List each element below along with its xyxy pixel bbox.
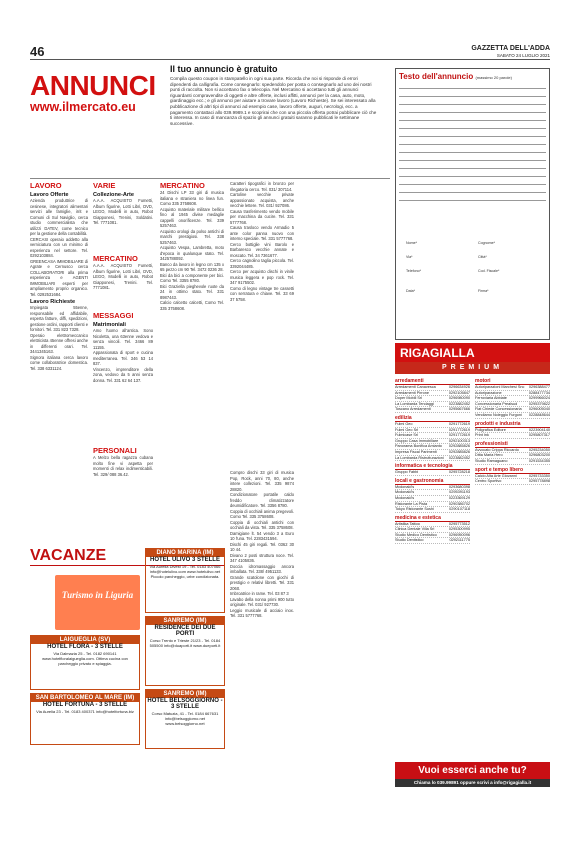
entry-name: Mcdonald's	[395, 495, 415, 500]
entry-name: Gruppo Casa Immobiliare	[395, 438, 439, 443]
entry-phone: 0228848644	[528, 412, 550, 417]
ad-hotel-name: HOTEL FLORA - 3 STELLE	[47, 644, 123, 650]
entry-name: Concessionaria Prealsud	[475, 401, 518, 406]
field-cognome[interactable]: Cognome*	[478, 241, 495, 245]
lavoro-offerte-heading: Lavoro Offerte	[30, 192, 69, 198]
field-firma[interactable]: Firma*	[478, 289, 489, 293]
entry-phone: 0292111775	[449, 538, 470, 543]
directory-category: locali e gastronomia	[395, 478, 470, 485]
column-mercatino-cont-2	[230, 470, 294, 830]
entry-phone: 0292105847	[448, 390, 470, 395]
column-mercatino-2	[93, 263, 153, 308]
directory-category: motori	[475, 378, 550, 385]
masthead	[471, 45, 550, 59]
entry-name: Fulmi Geo	[395, 421, 413, 426]
entry-phone: 0295379822	[528, 401, 550, 406]
entry-name: Artistika Tattoo	[395, 521, 420, 526]
entry-name: Avvocato Crippa Riccardo	[475, 447, 519, 452]
ad-body: Corso Trento e Trieste 21/23 - Tel. 0184 505500 info@duaporti.it www.dueporti.it	[149, 638, 221, 648]
list-item: Bici da bici a componente per bici. Como Tel. 3355 8780.	[160, 272, 224, 283]
list-item: A.A.A. ACQUISTO Fumetti, Album figurine, Lotti Libri, DVD, LEGO, Modelli in auto, Robot Giapponesi, Trenini. Tel. 7771081.	[93, 263, 153, 290]
turismo-poster	[55, 575, 140, 630]
ad-location: SAN BARTOLOMEO AL MARE (IM)	[31, 694, 139, 702]
column-lavoro	[30, 190, 88, 535]
coupon-hint: (massimo 20 parole)	[475, 75, 512, 80]
entry-phone: 0290386702	[448, 501, 470, 506]
entry-name: Centro Sportivo	[475, 479, 502, 484]
directory-right	[475, 376, 550, 760]
list-item: Damigiane lt. 54 vendo 3 a Euro 10 l'una. Tel. 2283431594.	[230, 530, 294, 541]
field-codice-fiscale[interactable]: Cod. Fiscale*	[478, 269, 500, 273]
entry-phone: 0296388477	[528, 385, 550, 389]
list-item: Operaio elettromeccanico elettricista 45enne offresi anche in differenti orari. Tel. 3441345163.	[30, 332, 88, 354]
list-item: A.A.A. ACQUISTO Fumetti, Album figurine, Lotti Libri, DVD, LEGO, Modelli in auto, Robot Giapponesi, Trenini, Soldatini. Tel. 7771081.	[93, 198, 153, 225]
list-item: Grande scatolone con giochi di prestigio e relativi libretti. Tel. 331 2060.	[230, 574, 294, 591]
list-item: Imbroatrice in rame. Tel. 03 87 3	[230, 591, 289, 596]
column-mercatino	[160, 190, 224, 535]
directory-category: professionisti	[475, 441, 550, 448]
field-nome[interactable]: Nome*	[406, 241, 417, 245]
masthead-date: SABATO 24 LUGLIO 2021	[496, 53, 550, 58]
directory-entry[interactable]	[395, 456, 470, 462]
entry-name: Print Ink	[475, 433, 489, 438]
entry-phone: 0223882452	[448, 401, 470, 406]
entry-name: Arredamenti Canavesca	[395, 385, 436, 389]
entry-name: Gruppo Fabbi	[395, 470, 419, 475]
vacanze-title: VACANZE	[30, 547, 107, 564]
entry-phone: 0295733350	[528, 473, 550, 478]
entry-phone: 0295391193	[449, 490, 470, 495]
list-item: Signora italiana cerca lavoro come collaboratrice domestica. Tel. 338 6331124.	[30, 354, 88, 371]
list-item: Lavabo della nonna primi 900 tutto originale. Tel. 031/ 927730.	[230, 596, 294, 607]
directory-category: informatica e tecnologia	[395, 463, 470, 470]
free-ad-box	[170, 64, 378, 126]
ad-hotel-name: HOTEL ULIVO 3 STELLE	[150, 557, 220, 563]
entry-name: Vendiamo Noleggio Furgoni	[475, 412, 522, 417]
entry-phone: 0295807317	[528, 433, 550, 438]
entry-phone: 0295778898	[528, 479, 550, 484]
entry-name: Toscano Arredamenti	[395, 407, 431, 412]
free-ad-body: Compila questo coupon in stampatello in ogni sua parte. Ricorda che noi si risponde di errori dipendenti da calligrafia. Come consegnarlo: spedendolo per posta o consegnarlo ad uno dei nostri punti di raccolta. Non si accettano fax o telecopia. Nel Mercatino si accettano tutti gli annunci riguardanti compravendite di oggetti e altre offerte, inclusi affitti, annunci per la casa, auto, moto, giardinaggio ecc.; e gli annunci per aiutare a trovare lavoro (Lavoro Richieste). Se sei interessato alla pubblicazione di altri tipi di annunci ad esempio case, lavoro offerte, auguri, necrologi, ecc. a pagamento contattaci allo 039.9989.1 e scoprirai che con una piccola offerta potrai pubblicare ciò che ti interessa. In caso di mancanza di spazio gli annunci gratuiti saranno pubblicati le settimane successive.	[170, 76, 377, 126]
ad-body: Via Dalmazia 25 - Tel. 0182 690141 www.hotelfloralaigueglia.com. Ottima cucina con parcheggio privato e spiaggia.	[42, 651, 128, 666]
list-item: Vincenzo, imprenditore della zona, vedovo da 5 anni senza donna. Tel. 331 62 64 137.	[93, 366, 153, 383]
entry-phone: 0223904140	[528, 427, 550, 432]
entry-name: Ferroviaria Abbiate	[475, 396, 507, 401]
directory-entry[interactable]	[475, 413, 550, 419]
list-item: Acquisto materiale militare bellico fino al 1945 divise medaglie cappelli onorificenze. Tel. 339 5257463.	[160, 206, 224, 228]
list-item: Calcio calcetto calcetti, Como Tel. 335 3758608.	[160, 300, 224, 311]
list-item: GREENCASA IMMOBILIARE di Agrate e Cernusco cerca COLLABORATORI alla prima esperienza e AGENTI IMMOBILIARI esperti per ampliamento proprio organico. Tel. 0292531684.	[30, 258, 88, 297]
page-header	[30, 44, 550, 60]
entry-name: Fulmicase Srl	[395, 433, 418, 438]
list-item: Causa trasloco vendo Armadio 5 ante color panna nuovo con interno speciale. Tel. 331 5777768.	[230, 225, 294, 241]
entry-name: Studio Medico Dentistico	[395, 532, 437, 537]
field-via[interactable]: Via*	[406, 255, 413, 259]
ad-hotel-name: RESIDENCE DEI DUE PORTI	[154, 625, 216, 637]
entry-name: Fulmi Geo Srl	[395, 427, 419, 432]
column-varie	[93, 190, 153, 250]
list-item: Cerco bottiglie vini Barolo e Barbaresco vecchie annate e moscato. Tel. 34 7361677.	[230, 241, 294, 258]
entry-phone: 0291534355	[528, 458, 550, 463]
list-item: Dischi 45 giri regali. Tel. 0362 30 10 44.	[230, 541, 294, 552]
entry-phone: 0223882452	[448, 455, 470, 460]
list-item: Cartoline vecchie private appassionato acquista, anche vecchie lettere. Tel. 031/ 927086.	[230, 192, 294, 208]
list-item: CERCASI operaio addetto alla verniciatura con un minimo di esperienza nel settore. Tel. 0292103884.	[30, 236, 88, 258]
list-item: Leggio musicale di acciaio inox. Tel. 331 5777768.	[230, 607, 294, 618]
directory-entry[interactable]	[395, 407, 470, 413]
entry-name: Tokyo Ristorante Sushi	[395, 507, 434, 512]
entry-name: Calcio Alta Arte Giovanni	[475, 473, 517, 478]
list-item: Causa trasferimento vendo mobile per macchina da cucire. Tel. 331 5777768.	[230, 208, 294, 225]
entry-name: Ristorante La Pista	[395, 501, 428, 506]
rigagialla-logo: RIGAGIALLA	[395, 343, 550, 363]
entry-phone: 0296950096	[448, 532, 470, 537]
entry-phone: 0295773512	[448, 521, 470, 526]
directory-entry[interactable]	[475, 433, 550, 439]
ad-body: Corso Matuzia, 41 - Tel. 0184 667631 info@belsoggiorno.net www.belsoggiorno.net	[151, 711, 219, 726]
list-item: Condizionatore portatile caldo freddo climatizzatore deumidificatore. Tel. 3356 8780.	[230, 492, 294, 508]
entry-phone: 0291772619	[448, 421, 470, 426]
divider	[30, 178, 390, 179]
section-mercatino-2: MERCATINO	[93, 254, 138, 263]
list-item: 24 Dischi LP 33 giri di musica italiana e straniera no linea fun. Como 335 3758608.	[160, 190, 224, 206]
entry-name: La Lombarda Ristrutturazioni	[395, 455, 444, 460]
list-item: Azienda produttrice di cesinese, integratori alimentari servizi alle famiglie, irrit e Comuni di Sul Naviglio, cerca studio commercialista che utilizzi DATEV, come tecnico per la gestione della contabilità.	[30, 198, 88, 236]
entry-phone: 0296803200	[528, 453, 550, 458]
ad-location: SANREMO (IM)	[146, 617, 224, 625]
list-item: Doccia idromassaggio ancora imballata. Tel. 338/ 4951133.	[230, 563, 294, 574]
entry-phone: 0292885826	[448, 444, 470, 449]
directory-entry[interactable]	[395, 538, 470, 544]
section-mercatino: MERCATINO	[160, 181, 205, 190]
entry-phone: 0290107118	[449, 507, 470, 512]
entry-phone: 0295728218	[448, 470, 470, 475]
list-item: Bici Graziella pieghevole ruote da 24 in ottimo stato. Tel. 331 8987443.	[160, 283, 224, 300]
ad-body: Via Aurelia 23 - Tel. 0183 400371 info@hotelfortuna.biz	[36, 709, 134, 714]
directory-entry[interactable]	[395, 507, 470, 513]
entry-name: Poligrafica Editore	[475, 427, 506, 432]
list-item: Coppia di occhiali antichi con occhiali da vista. Tel. 335 3758608.	[230, 519, 294, 530]
free-ad-title: Il tuo annuncio è gratuito	[170, 64, 278, 74]
entry-name: Autoriparazione	[475, 390, 502, 395]
entry-phone: 0296980090	[448, 396, 470, 401]
field-telefono[interactable]: Telefono*	[406, 269, 421, 273]
entry-name: Clinica Dentale Villa Srl	[395, 527, 435, 532]
entry-name: Autoriparazioni Marchesi Snc	[475, 385, 525, 389]
matrimoniali-heading: Matrimoniali	[93, 322, 126, 328]
ad-laigueglia[interactable]	[30, 635, 140, 690]
coupon-title	[399, 72, 546, 81]
directory-category: arredamenti	[395, 378, 470, 385]
directory-category: prodotti e industria	[475, 421, 550, 428]
entry-phone: 0291772619	[448, 427, 470, 432]
list-item: Acquisto orologi da polso antichi di marchi prestigiosi. Tel. 338 5257463.	[160, 228, 224, 245]
entry-name: Studio Ramaguano	[475, 458, 508, 463]
list-item: Cerco per acquisto dischi in vinile musica leggera e pop rock. Tel. 347 9175502.	[230, 269, 294, 285]
entry-name: La Lombarda Tendaggi	[395, 401, 434, 406]
ad-hotel-name: HOTEL FORTUNA - 3 STELLE	[42, 702, 128, 708]
entry-name: Fiat Chiede Concessionaria	[475, 407, 522, 412]
column-messaggi	[93, 320, 153, 445]
entry-name: Ditta Maria Hero	[475, 453, 503, 458]
vuoi-esserci-banner: Vuoi esserci anche tu?	[395, 762, 550, 779]
poster-text: Turismo in Liguria	[61, 590, 134, 600]
ad-sanremo-residence[interactable]	[145, 616, 225, 686]
entry-name: Panorama Bonifica Amianto	[395, 444, 442, 449]
section-messaggi: MESSAGGI	[93, 311, 134, 320]
entry-phone: 0291772619	[448, 433, 470, 438]
list-item: Appassionata di sport e cucina mediterranea. Tel. 346 53 14 837.	[93, 350, 153, 366]
entry-phone: 0296005040	[528, 407, 550, 412]
list-item: Compro dischi 33 giri di musica Pop, Rock, anni 70, 80, anche intere collezioni. Tel. 335 9874 28820.	[230, 470, 294, 492]
entry-phone: 0223369129	[448, 495, 470, 500]
field-data[interactable]: Data*	[406, 289, 415, 293]
ad-location: SANREMO (IM)	[146, 690, 224, 698]
entry-phone: 0296634926	[448, 385, 470, 389]
entry-phone: 0295300995	[448, 527, 470, 532]
ad-sanremo-belsoggiorno[interactable]	[145, 689, 225, 749]
list-item: Acquisto Vespa, Lambretta, moto d'epoca in qualunque stato. Tel. 3425788092.	[160, 245, 224, 261]
ad-location: DIANO MARINA (IM)	[146, 549, 224, 557]
directory-entry[interactable]	[395, 470, 470, 476]
entry-phone: 0292100313	[448, 438, 470, 443]
list-item: Coppia di occhiali anima pregevoli. Como Tel. 335 3758608.	[230, 508, 294, 519]
masthead-title: GAZZETTA DELL'ADDA	[471, 45, 550, 52]
entry-phone: 0288477734	[528, 390, 550, 395]
list-item: Banco da lavoro in legno cm 135 x 65 pezzo cm 90 Tel. 3472 0236 28.	[160, 261, 224, 272]
page-number: 46	[30, 44, 45, 59]
directory-category: sport e tempo libero	[475, 467, 550, 474]
coupon-title-text: Testo dell'annuncio	[399, 72, 474, 81]
list-item: Como di legno vintage tre cassetti con serratura e chiave. Tel. 33 69 37 5758.	[230, 285, 294, 302]
ad-diano-marina[interactable]	[145, 548, 225, 613]
section-personali: PERSONALI	[93, 446, 137, 455]
list-item: Cerco cagnolino taglia piccola. Tel. 3392044485.	[230, 258, 294, 269]
list-item: A Melzo bella ragazza cubana molto fine vi aspetta per momenti di relax indimenticabili. Tel. 329/ 088 36.42.	[93, 455, 153, 477]
entry-phone: 0295667666	[448, 407, 470, 412]
section-varie: VARIE	[93, 181, 116, 190]
directory-category: medicina e estetica	[395, 515, 470, 522]
entry-name: Impresa Fiscal Parimenti	[395, 449, 437, 454]
entry-name: Mcdonald's	[395, 490, 415, 495]
column-personali	[93, 455, 153, 490]
site-link[interactable]: www.ilmercato.eu	[30, 100, 136, 114]
ad-location: LAIGUEGLIA (SV)	[31, 636, 139, 644]
entry-phone: 0292885826	[448, 449, 470, 454]
list-item: Impiegata 55enne, responsabile ed affidabile, esperta fatture, diffi, spedizioni, gestione ordini, rapporti clienti e fornitori. Tel. 331 823 7328.	[30, 305, 88, 332]
ad-san-bartolomeo[interactable]	[30, 693, 140, 745]
contact-line[interactable]: Chiama lo 039.99891 oppure scrivi a info@rigagialla.it	[395, 779, 550, 787]
ad-body: Via Aurelia Divest 19 - Tel. 0183 407066 info@hotelulivo.com www.hotelulivo.net Piccolo parcheggio, urbe condizionata.	[149, 564, 221, 579]
entry-phone: 0293680398	[448, 484, 470, 489]
directory-category: edilizia	[395, 415, 470, 422]
premium-banner: PREMIUM	[395, 362, 550, 374]
directory-left	[395, 376, 470, 760]
entry-name: Mcdonald's	[395, 484, 415, 489]
entry-phone: 0299966024	[528, 396, 550, 401]
entry-name: Studio Dentistico	[395, 538, 424, 543]
lavoro-richieste-heading: Lavoro Richieste	[30, 299, 76, 305]
directory-entry[interactable]	[475, 479, 550, 485]
section-lavoro: LAVORO	[30, 181, 62, 190]
entry-name: Doper Mobili Srl	[395, 396, 423, 401]
collezione-heading: Collezione-Arte	[93, 192, 135, 198]
annunci-title: ANNUNCI	[30, 70, 156, 101]
ad-coupon-form[interactable]	[395, 68, 550, 340]
directory-entry[interactable]	[475, 459, 550, 465]
field-citta[interactable]: Città*	[478, 255, 487, 259]
list-item: Amo l'uomo all'antica. Sono Nicoletta, una 63enne vedova e senza vincoli. Tel. 3466 89 11155.	[93, 328, 153, 350]
list-item: Divano 2 posti struttura noce. Tel. 347 4105836.	[230, 552, 294, 563]
entry-name: Arredamenti Pirrone	[395, 390, 429, 395]
list-item: Caratteri tipografici in bronzo per rilegatoria cerco. Tel. 031/ 307114.	[230, 181, 294, 192]
ad-hotel-name: HOTEL BELSOGGIORNO - 3 STELLE	[147, 698, 223, 710]
entry-phone: 0295234050	[528, 447, 550, 452]
